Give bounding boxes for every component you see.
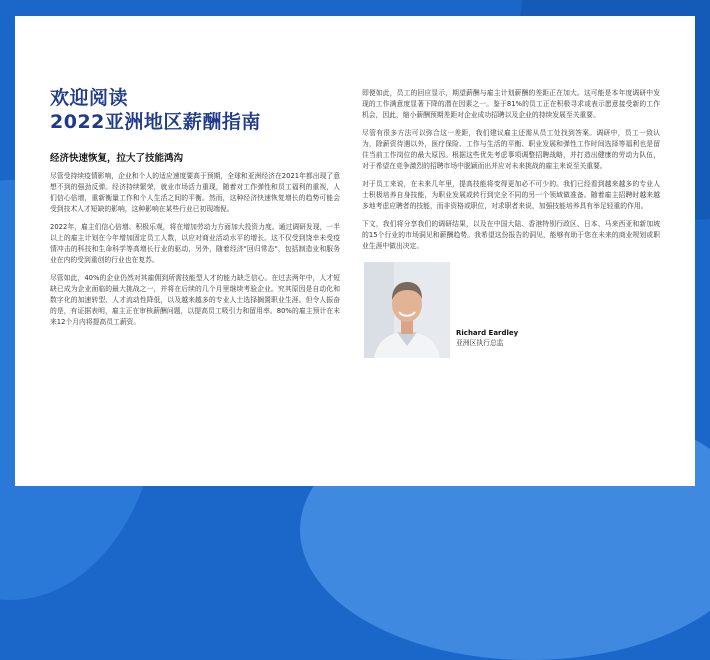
right-column [362,88,660,358]
title-line-2: 2022亚洲地区薪酬指南 [50,111,261,133]
portrait-photo [364,262,450,358]
left-paragraph-2: 2022年，雇主们信心倍增、积极乐观，将在增加劳动力方面加大投资力度。通过调研发现，一半以上的雇主计划在今年增加固定员工人数，以应对商业活动水平的增长。这不仅受到饶幸未受疫情冲击的科技和生命科学等高增长行业的驱动，另外，随着经济"回归常态"，包括制造业和服务业在内的受到重创的行业也在复苏。 [50,223,340,264]
right-paragraph-4: 下文，我们将分享我们的调研结果，以及在中国大陆、香港特别行政区、日本、马来西亚和新加坡的15个行业的市场洞见和薪酬趋势。我希望这份报告的洞见，能够有助于您在未来的商业规划或职业生涯中做出决定。 [362,220,660,250]
author-caption [456,328,518,348]
author-block [362,262,660,358]
section-heading: 经济快速恢复，拉大了技能鸿沟 [50,153,184,164]
title-line-1: 欢迎阅读 [50,87,129,109]
right-paragraph-3: 对于员工来说，在未来几年里，提高技能将变得更加必不可少的。我们已经看到越来越多的专业人士积极培养自身技能，为职业发展或转行到完全不同的另一个领域做准备。随着雇主招聘时越来越多地考虑应聘者的技能，而非资格或职位，对求职者来说，加强技能培养具有举足轻重的作用。 [362,180,660,210]
left-paragraph-1: 尽管受持续疫情影响，企业和个人的适应速度要高于预期，全球和亚洲经济在2021年都出现了意想不到的强劲反弹。经济持续繁荣，就业市场活力重现，随着对工作弹性和员工福利的重视，人们信心倍增，重新衡量工作和个人生活之间的平衡。然而，这种经济快速恢复增长的趋势可能会受到技术人才短缺的影响，这种影响在某些行业已初现端倪。 [50,172,340,213]
right-paragraph-2: 尽管有很多方法可以弥合这一差距，我们建议雇主还需从员工处找到答案。调研中，员工一致认为，除薪资待遇以外，医疗保险、工作与生活的平衡、职业发展和弹性工作时间选择等福利也是留住当前工作岗位的最大原因。根据这些优先考虑事项调整招聘战略，并打造出健康的劳动力队伍，对于希望在竞争激烈的招聘市场中脱颖而出并应对未来挑战的雇主来说至关重要。 [362,129,660,170]
document-page [15,16,695,486]
right-paragraph-1: 即便如此，员工的回应显示，期望薪酬与雇主计划薪酬的差距正在加大。这可能是本年度调研中发现的工作满意度显著下降的潜在因素之一。鉴于81%的员工正在积极寻求或表示愿意接受新的工作机会，因此，缩小薪酬预期差距对企业成功招聘以及企业的持续发展至关重要。 [362,89,660,119]
author-title: 亚洲区执行总监 [456,339,504,347]
page-title [50,86,340,134]
left-paragraph-3: 尽管如此，40%的企业仍然对其雇佣到所需技能型人才的能力缺乏信心。在过去两年中，人才短缺已成为企业面临的最大挑战之一，并将在后续的几个月里继续考验企业。究其原因是自动化和数字化的加速转型、人才流动性降低，以及越来越多的专业人士选择搁置职业生涯。但令人振奋的是，有证据表明，雇主正在审核薪酬问题，以提高员工吸引力和留用率。80%的雇主预计在未来12个月内将提高员工薪资。 [50,274,340,326]
author-name: Richard Eardley [456,329,519,337]
left-column [50,86,340,335]
